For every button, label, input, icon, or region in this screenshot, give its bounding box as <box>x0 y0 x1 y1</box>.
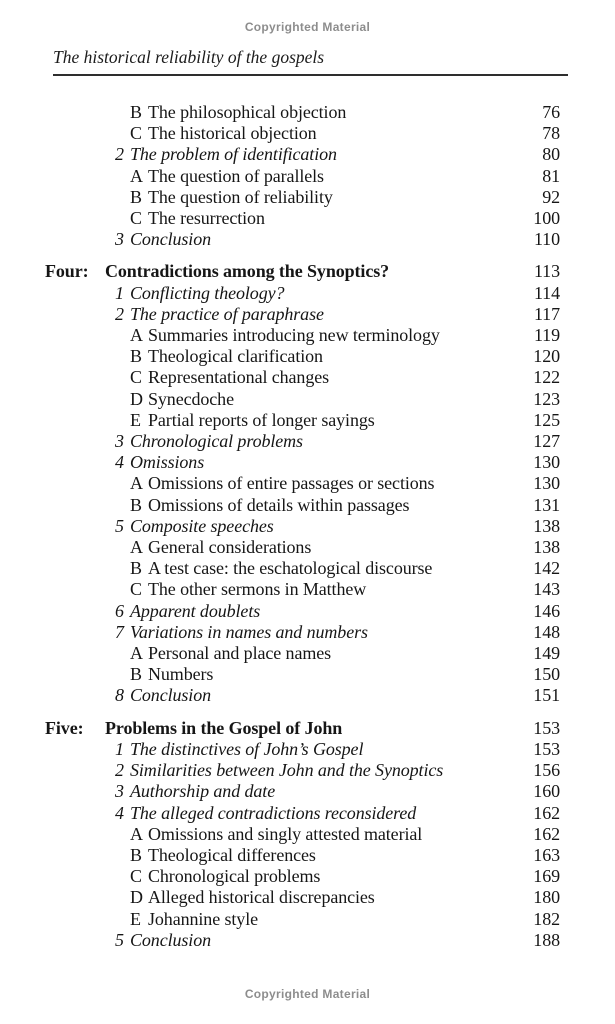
item-number: 3 <box>115 229 124 250</box>
entry-page-number: 122 <box>533 367 560 388</box>
toc-row <box>45 208 560 229</box>
entry-title: Theological clarification <box>148 346 323 367</box>
item-letter: D <box>130 887 143 908</box>
entry-page-number: 92 <box>542 186 560 207</box>
item-letter: A <box>130 325 143 346</box>
entry-page-number: 138 <box>533 537 560 558</box>
toc-row <box>45 452 560 473</box>
item-letter: A <box>130 823 143 844</box>
toc-row <box>45 664 560 685</box>
entry-page-number: 78 <box>542 123 560 144</box>
item-number: 6 <box>115 600 124 621</box>
item-number: 8 <box>115 685 124 706</box>
toc-row <box>45 187 560 208</box>
entry-page-number: 138 <box>533 515 560 536</box>
item-letter: B <box>130 346 142 367</box>
entry-page-number: 127 <box>533 431 560 452</box>
toc-row <box>45 229 560 250</box>
toc-row <box>45 283 560 304</box>
toc-section <box>45 718 560 951</box>
entry-page-number: 156 <box>533 760 560 781</box>
toc-row <box>45 431 560 452</box>
item-number: 3 <box>115 781 124 802</box>
entry-title: Partial reports of longer sayings <box>148 409 375 430</box>
toc-row <box>45 824 560 845</box>
item-letter: E <box>130 908 141 929</box>
entry-page-number: 149 <box>533 643 560 664</box>
entry-title: Problems in the Gospel of John <box>105 717 343 738</box>
entry-page-number: 150 <box>533 664 560 685</box>
entry-title: Representational changes <box>148 367 330 388</box>
entry-title: Conflicting theology? <box>130 282 285 303</box>
toc-row <box>45 760 560 781</box>
entry-page-number: 113 <box>533 261 560 282</box>
chapter-label: Four: <box>45 261 89 282</box>
entry-title: Alleged historical discrepancies <box>148 887 375 908</box>
item-number: 5 <box>115 929 124 950</box>
entry-title: The other sermons in Matthew <box>148 579 367 600</box>
toc-row <box>45 516 560 537</box>
item-number: 4 <box>115 452 124 473</box>
entry-title: Variations in names and numbers <box>130 621 368 642</box>
item-letter: B <box>130 558 142 579</box>
entry-page-number: 163 <box>533 844 560 865</box>
item-letter: D <box>130 388 143 409</box>
item-number: 5 <box>115 515 124 536</box>
entry-page-number: 143 <box>533 579 560 600</box>
toc-row <box>45 601 560 622</box>
entry-page-number: 130 <box>533 473 560 494</box>
toc-row <box>45 495 560 516</box>
entry-page-number: 76 <box>542 102 560 122</box>
entry-title: Conclusion <box>130 229 212 250</box>
toc-row <box>45 410 560 431</box>
item-letter: B <box>130 844 142 865</box>
entry-title: Omissions of details within passages <box>148 494 410 515</box>
copyright-notice-top: Copyrighted Material <box>244 20 371 34</box>
item-letter: A <box>130 473 143 494</box>
entry-title: The question of reliability <box>148 186 333 207</box>
entry-title: The historical objection <box>148 123 317 144</box>
toc-row <box>45 930 560 951</box>
item-letter: A <box>130 643 143 664</box>
toc-row <box>45 739 560 760</box>
entry-title: Composite speeches <box>130 515 274 536</box>
copyright-notice-bottom: Copyrighted Material <box>244 987 371 1001</box>
toc-row <box>45 304 560 325</box>
entry-title: Omissions and singly attested material <box>148 823 423 844</box>
entry-title: Theological differences <box>148 844 316 865</box>
entry-title: The problem of identification <box>130 144 337 165</box>
entry-page-number: 131 <box>533 494 560 515</box>
item-letter: C <box>130 208 142 229</box>
entry-title: Conclusion <box>130 685 212 706</box>
entry-title: Contradictions among the Synoptics? <box>105 261 390 282</box>
entry-page-number: 151 <box>533 685 560 706</box>
toc-section <box>45 102 560 250</box>
item-letter: C <box>130 866 142 887</box>
item-number: 4 <box>115 802 124 823</box>
entry-title: Chronological problems <box>130 431 303 452</box>
entry-page-number: 142 <box>533 558 560 579</box>
entry-page-number: 120 <box>533 346 560 367</box>
toc-row <box>45 325 560 346</box>
entry-title: General considerations <box>148 537 312 558</box>
entry-title: Synecdoche <box>148 388 234 409</box>
toc-row <box>45 473 560 494</box>
entry-page-number: 169 <box>533 866 560 887</box>
entry-page-number: 188 <box>533 929 560 950</box>
entry-title: Similarities between John and the Synoptics <box>130 760 444 781</box>
item-number: 3 <box>115 431 124 452</box>
entry-title: The resurrection <box>148 208 265 229</box>
toc-row <box>45 803 560 824</box>
entry-page-number: 180 <box>533 887 560 908</box>
item-letter: C <box>130 579 142 600</box>
toc-row <box>45 622 560 643</box>
entry-title: Omissions <box>130 452 205 473</box>
entry-title: Conclusion <box>130 929 212 950</box>
entry-title: The question of parallels <box>148 165 324 186</box>
entry-title: The practice of paraphrase <box>130 303 324 324</box>
entry-page-number: 130 <box>533 452 560 473</box>
entry-title: A test case: the eschatological discourse <box>148 558 433 579</box>
toc-row <box>45 102 560 123</box>
entry-title: Omissions of entire passages or sections <box>148 473 435 494</box>
entry-page-number: 162 <box>533 823 560 844</box>
toc-row <box>45 866 560 887</box>
item-number: 1 <box>115 282 124 303</box>
toc-row <box>45 144 560 165</box>
item-letter: B <box>130 102 142 122</box>
toc-row <box>45 346 560 367</box>
entry-page-number: 153 <box>533 738 560 759</box>
entry-page-number: 153 <box>533 717 560 738</box>
entry-page-number: 148 <box>533 621 560 642</box>
item-letter: E <box>130 409 141 430</box>
running-head <box>53 47 568 76</box>
entry-page-number: 80 <box>542 144 560 165</box>
entry-title: The alleged contradictions reconsidered <box>130 802 417 823</box>
entry-page-number: 119 <box>533 325 560 346</box>
toc-row <box>45 261 560 282</box>
entry-page-number: 146 <box>533 600 560 621</box>
toc-row <box>45 123 560 144</box>
entry-title: Numbers <box>148 664 214 685</box>
item-letter: B <box>130 186 142 207</box>
item-number: 2 <box>115 760 124 781</box>
entry-page-number: 162 <box>533 802 560 823</box>
entry-page-number: 125 <box>533 409 560 430</box>
entry-page-number: 100 <box>533 208 560 229</box>
entry-page-number: 117 <box>533 303 560 324</box>
toc-row <box>45 909 560 930</box>
toc-row <box>45 718 560 739</box>
toc-row <box>45 166 560 187</box>
entry-title: Authorship and date <box>130 781 276 802</box>
toc-row <box>45 845 560 866</box>
chapter-label: Five: <box>45 717 84 738</box>
toc-section <box>45 261 560 706</box>
running-head-title: The historical reliability of the gospels <box>53 47 325 67</box>
toc-row <box>45 887 560 908</box>
item-letter: B <box>130 494 142 515</box>
item-number: 7 <box>115 621 124 642</box>
entry-title: Summaries introducing new terminology <box>148 325 440 346</box>
entry-title: Apparent doublets <box>130 600 261 621</box>
toc-row <box>45 389 560 410</box>
entry-title: Personal and place names <box>148 643 332 664</box>
entry-page-number: 123 <box>533 388 560 409</box>
toc-row <box>45 781 560 802</box>
toc-row <box>45 537 560 558</box>
toc-row <box>45 558 560 579</box>
table-of-contents <box>45 102 560 951</box>
toc-row <box>45 685 560 706</box>
entry-title: The philosophical objection <box>148 102 347 122</box>
entry-title: Chronological problems <box>148 866 321 887</box>
item-letter: B <box>130 664 142 685</box>
toc-row <box>45 643 560 664</box>
item-number: 2 <box>115 144 124 165</box>
toc-row <box>45 367 560 388</box>
item-letter: A <box>130 165 143 186</box>
item-letter: C <box>130 123 142 144</box>
toc-row <box>45 579 560 600</box>
entry-title: The distinctives of John’s Gospel <box>130 738 364 759</box>
entry-page-number: 114 <box>533 282 560 303</box>
item-number: 1 <box>115 738 124 759</box>
item-letter: A <box>130 537 143 558</box>
entry-page-number: 160 <box>533 781 560 802</box>
item-letter: C <box>130 367 142 388</box>
entry-page-number: 110 <box>533 229 560 250</box>
entry-page-number: 182 <box>533 908 560 929</box>
entry-page-number: 81 <box>542 165 560 186</box>
item-number: 2 <box>115 303 124 324</box>
entry-title: Johannine style <box>148 908 258 929</box>
